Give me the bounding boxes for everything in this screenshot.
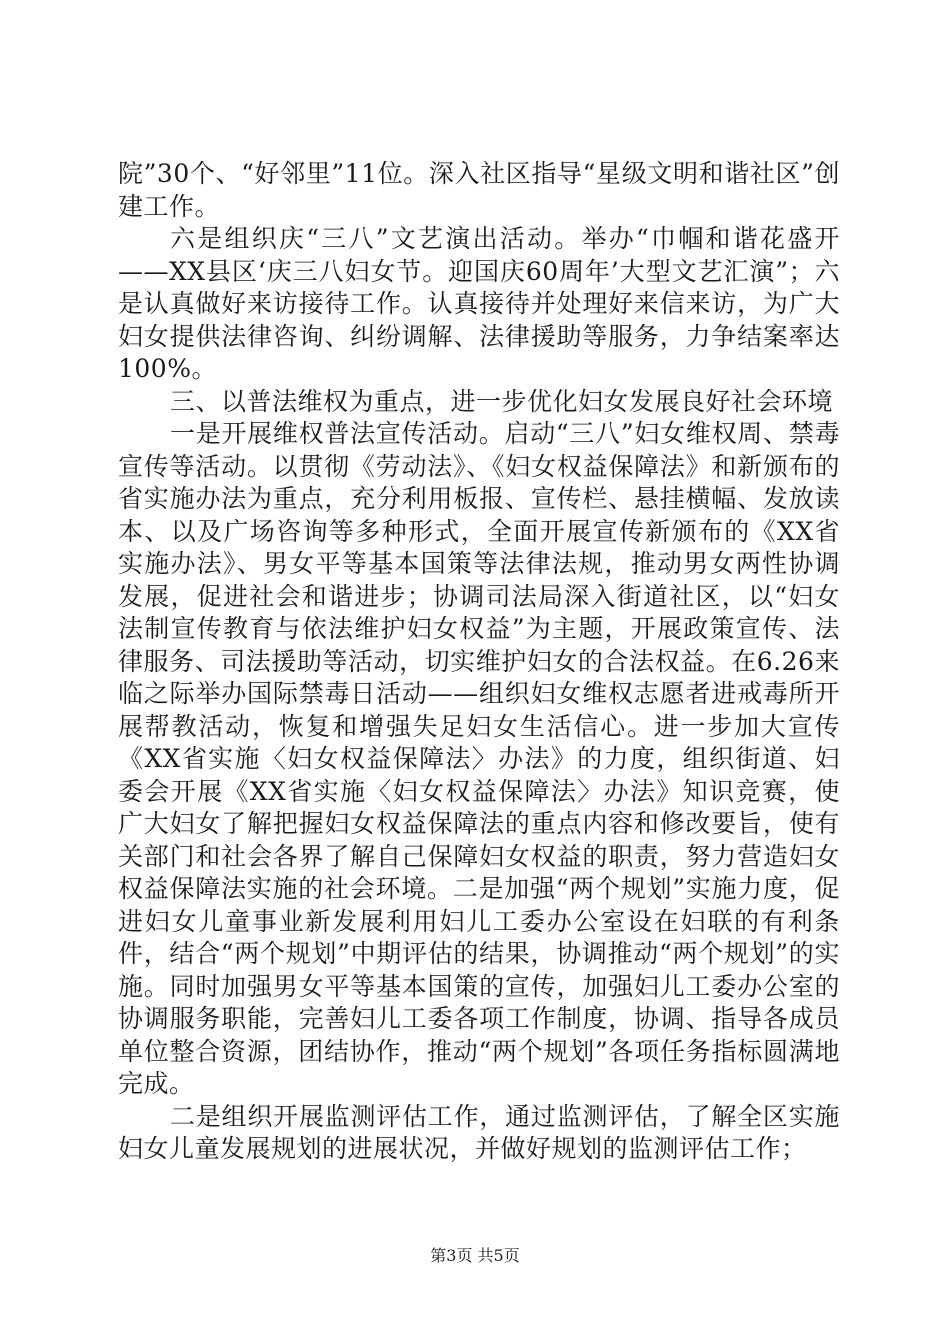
document-body — [118, 158, 840, 1166]
page-footer: 第3页 共5页 — [430, 1246, 520, 1265]
paragraph-item-one: 一是开展维权普法宣传活动。启动“三八”妇女维权周、禁毒宣传等活动。以贯彻《劳动法》、《妇女权益保障法》和新颁布的省实施办法为重点，充分利用板报、宣传栏、悬挂横幅、发放读本、以及广场咨询等多种形式，全面开展宣传新颁布的《XX省实施办法》、男女平等基本国策等法律法规，推动男女两性协调发展，促进社会和谐进步；协调司法局深入街道社区，以“妇女法制宣传教育与依法维护妇女权益”为主题，开展政策宣传、法律服务、司法援助等活动，切实维护妇女的合法权益。在6.26来临之际举办国际禁毒日活动——组织妇女维权志愿者进戒毒所开展帮教活动，恢复和增强失足妇女生活信心。进一步加大宣传《XX省实施〈妇女权益保障法〉办法》的力度，组织街道、妇委会开展《XX省实施〈妇女权益保障法〉办法》知识竞赛，使广大妇女了解把握妇女权益保障法的重点内容和修改要旨，使有关部门和社会各界了解自己保障妇女权益的职责，努力营造妇女权益保障法实施的社会环境。二是加强“两个规划”实施力度，促进妇女儿童事业新发展利用妇儿工委办公室设在妇联的有利条件，结合“两个规划”中期评估的结果，协调推动“两个规划”的实施。同时加强男女平等基本国策的宣传，加强妇儿工委办公室的协调服务职能，完善妇儿工委各项工作制度，协调、指导各成员单位整合资源，团结协作，推动“两个规划”各项任务指标圆满地完成。 — [118, 419, 840, 1098]
section-heading-three: 三、以普法维权为重点，进一步优化妇女发展良好社会环境 — [170, 386, 834, 416]
paragraph-continuation: 院”30个、“好邻里”11位。深入社区指导“星级文明和谐社区”创建工作。 — [118, 159, 840, 221]
paragraph-item-six: 六是组织庆“三八”文艺演出活动。举办“巾帼和谐花盛开——XX县区‘庆三八妇女节。迎国庆60周年’大型文艺汇演”；六是认真做好来访接待工作。认真接待并处理好来信来访，为广大妇女提供法律咨询、纠纷调解、法律援助等服务，力争结案率达100%。 — [118, 224, 840, 383]
paragraph-item-two: 二是组织开展监测评估工作，通过监测评估，了解全区实施妇女儿童发展规划的进展状况，并做好规划的监测评估工作； — [118, 1101, 840, 1163]
